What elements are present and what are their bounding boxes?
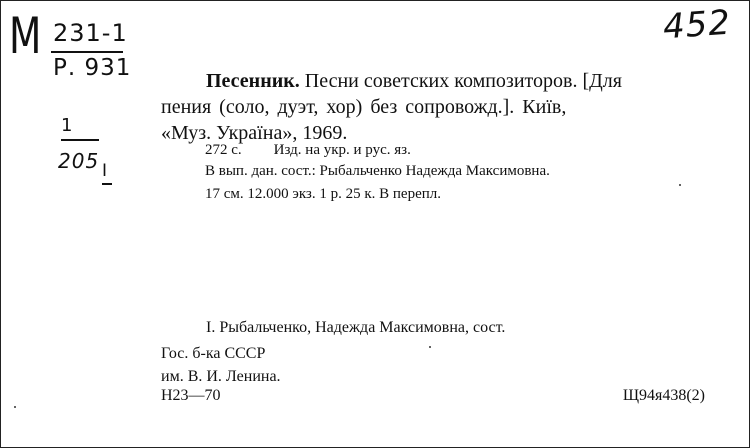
shelf-letter: М bbox=[9, 7, 43, 65]
library-name-line-1: Гос. б-ка СССР bbox=[161, 345, 266, 362]
print-speck bbox=[14, 406, 16, 408]
entry-title: Песенник. bbox=[206, 70, 300, 92]
added-entry: I. Рыбальченко, Надежда Максимовна, сост. bbox=[206, 319, 506, 336]
print-speck bbox=[679, 184, 681, 186]
shelf-code-bottom: Р. 931 bbox=[53, 55, 132, 81]
fraction-suffix: I bbox=[102, 161, 109, 181]
edition-language: Изд. на укр. и рус. яз. bbox=[273, 142, 411, 158]
order-code: Щ94я438(2) bbox=[622, 387, 705, 404]
print-speck bbox=[429, 346, 431, 348]
card-number: Н23—70 bbox=[161, 387, 221, 404]
entry-line-2: пения (соло, дуэт, хор) без сопровожд.]. Київ, bbox=[161, 96, 567, 118]
fraction-suffix-underline bbox=[102, 183, 112, 185]
compiler-note: В вып. дан. сост.: Рыбальченко Надежда Максимовна. bbox=[205, 163, 550, 179]
fraction-numerator: 1 bbox=[61, 115, 74, 136]
fraction-denominator: 205 bbox=[58, 149, 100, 173]
shelf-code-divider bbox=[51, 51, 123, 53]
entry-subtitle: Песни советских композиторов. [Для bbox=[299, 70, 622, 92]
details-line-1 bbox=[205, 143, 411, 158]
shelf-code-top: 231-1 bbox=[53, 19, 128, 47]
entry-line-3: «Муз. Україна», 1969. bbox=[161, 122, 348, 144]
entry-line-1 bbox=[206, 71, 622, 91]
physical-description: 17 см. 12.000 экз. 1 р. 25 к. В перепл. bbox=[205, 186, 442, 202]
fraction-bar bbox=[61, 139, 99, 141]
inventory-number: 452 bbox=[661, 2, 733, 48]
library-name-line-2: им. В. И. Ленина. bbox=[161, 368, 281, 385]
page-count: 272 с. bbox=[205, 142, 242, 158]
